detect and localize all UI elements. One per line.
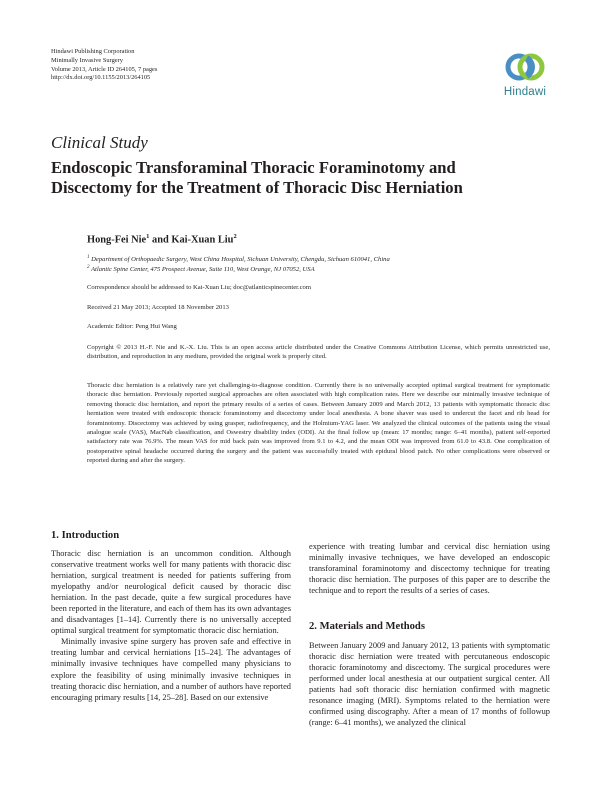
author-list	[87, 233, 237, 245]
volume-info: Volume 2013, Article ID 264105, 7 pages	[51, 65, 158, 73]
hindawi-interlocked-rings-icon	[502, 49, 548, 85]
column-right-top	[309, 541, 550, 596]
abstract: Thoracic disc herniation is a relatively rare yet challenging-to-diagnose condition. Currently there is no universally accepted optimal surgical treatment for symptomatic thoracic disc herniation. Previously reported surgical approaches are often associated with high complication rates. Here we describe our minimally invasive technique of removing thoracic disc herniation, and report the primary results of a series of cases. Between January 2009 and March 2012, 13 patients with symptomatic thoracic disc herniation were treated with endoscopic thoracic foraminotomy and discectomy under local anesthesia. A bone shaver was used to undercut the facet and rib head for foraminotomy. Discectomy was achieved by using grasper, radiofrequency, and the Holmium-YAG laser. We analyzed the clinical outcomes of the patients using the visual analogue scale (VAS), MacNab classification, and Oswestry disability index (ODI). At the final follow up (mean: 17 months; range: 6–41 months), patient self-reported satisfactory rate was 76.9%. The mean VAS for mid back pain was improved from 9.1 to 4.2, and the mean ODI was improved from 61.0 to 43.8. One complication of postoperative spinal headache occurred during the surgery and the patient was successfully treated with epidural blood patch. No other complications were observed or reported during and after the surgery.	[87, 382, 550, 465]
section-heading-introduction: 1. Introduction	[51, 530, 120, 541]
copyright-notice: Copyright © 2013 H.-F. Nie and K.-X. Liu. This is an open access article distributed under the Creative Commons Attribution License, which permits unrestricted use, distribution, and reproduction in any medium, provided the original work is properly cited.	[87, 344, 550, 361]
affiliation-marker: 1	[87, 255, 90, 260]
author-name: Hong-Fei Nie	[87, 234, 147, 246]
doi-link[interactable]: http://dx.doi.org/10.1155/2013/264105	[51, 74, 151, 82]
received-dates: Received 21 May 2013; Accepted 18 November 2013	[87, 304, 229, 311]
column-right-bottom	[309, 640, 550, 728]
affiliation-marker: 2	[87, 265, 90, 270]
body-paragraph: Between January 2009 and January 2012, 13 patients with symptomatic thoracic disc herniation were treated with percutaneous endoscopic thoracic foraminotomy and discectomy. The surgical procedures were performed under local anesthesia at our outpatient surgical center. All patients had soft thoracic disc herniation confirmed with magnetic resonance imaging (MRI). Symptoms related to the herniation were confirmed using discography. After a mean of 17 months of followup (range: 6–41 months), we analyzed the clinical	[309, 641, 550, 728]
affiliation	[87, 255, 390, 263]
affiliation	[87, 265, 315, 273]
article-type: Clinical Study	[51, 133, 148, 152]
column-left	[51, 548, 291, 703]
article-title	[51, 158, 551, 198]
logo-text: Hindawi	[503, 86, 547, 98]
affiliation-text: Department of Orthopaedic Surgery, West China Hospital, Sichuan University, Chengdu, Sichuan 610041, China	[91, 256, 390, 264]
body-paragraph: Minimally invasive spine surgery has proven safe and effective in treating lumbar and cervical herniations [15–24]. The advantages of minimally invasive techniques have compelled many physicians to explore the feasibility of using minimally invasive techniques in treating thoracic disc herniation, and a number of authors have reported encouraging primary results [14, 25–28]. Based on our extensive	[51, 637, 291, 702]
author-conjunction: and	[149, 234, 172, 246]
title-line: Discectomy for the Treatment of Thoracic Disc Herniation	[51, 178, 463, 197]
affiliation-text: Atlantic Spine Center, 475 Prospect Avenue, Suite 110, West Orange, NJ 07052, USA	[91, 266, 315, 274]
correspondence: Correspondence should be addressed to Kai-Xuan Liu; doc@atlanticspinecenter.com	[87, 284, 311, 291]
title-line: Endoscopic Transforaminal Thoracic Foraminotomy and	[51, 158, 456, 177]
publisher-name: Hindawi Publishing Corporation	[51, 48, 135, 55]
academic-editor: Academic Editor: Peng Hui Wang	[87, 323, 177, 330]
author-affil-marker: 1	[146, 233, 150, 240]
author-affil-marker: 2	[233, 233, 237, 240]
author-name: Kai-Xuan Liu	[171, 234, 234, 246]
journal-name: Minimally Invasive Surgery	[51, 56, 123, 64]
body-paragraph: experience with treating lumbar and cervical disc herniation using minimally invasive techniques, we have developed an endoscopic transforaminal foraminotomy and discectomy technique for treating thoracic disc herniation. The purposes of this paper are to describe the technique and to report the results of a series of cases.	[309, 542, 550, 596]
hindawi-logo	[497, 49, 553, 98]
section-heading-methods: 2. Materials and Methods	[309, 621, 425, 632]
journal-header	[51, 48, 157, 83]
body-paragraph: Thoracic disc herniation is an uncommon condition. Although conservative treatment works well for many patients with thoracic disc herniation, surgical treatment is needed for patients suffering from myelopathy and/or neurological deficit caused by thoracic disc herniation. In the past decade, quite a few surgical procedures have been reported in the literature, and each of them has its own advantages and disadvantages [1–14]. Currently there is no universally accepted optimal surgical treatment for symptomatic thoracic disc herniation.	[51, 549, 291, 636]
